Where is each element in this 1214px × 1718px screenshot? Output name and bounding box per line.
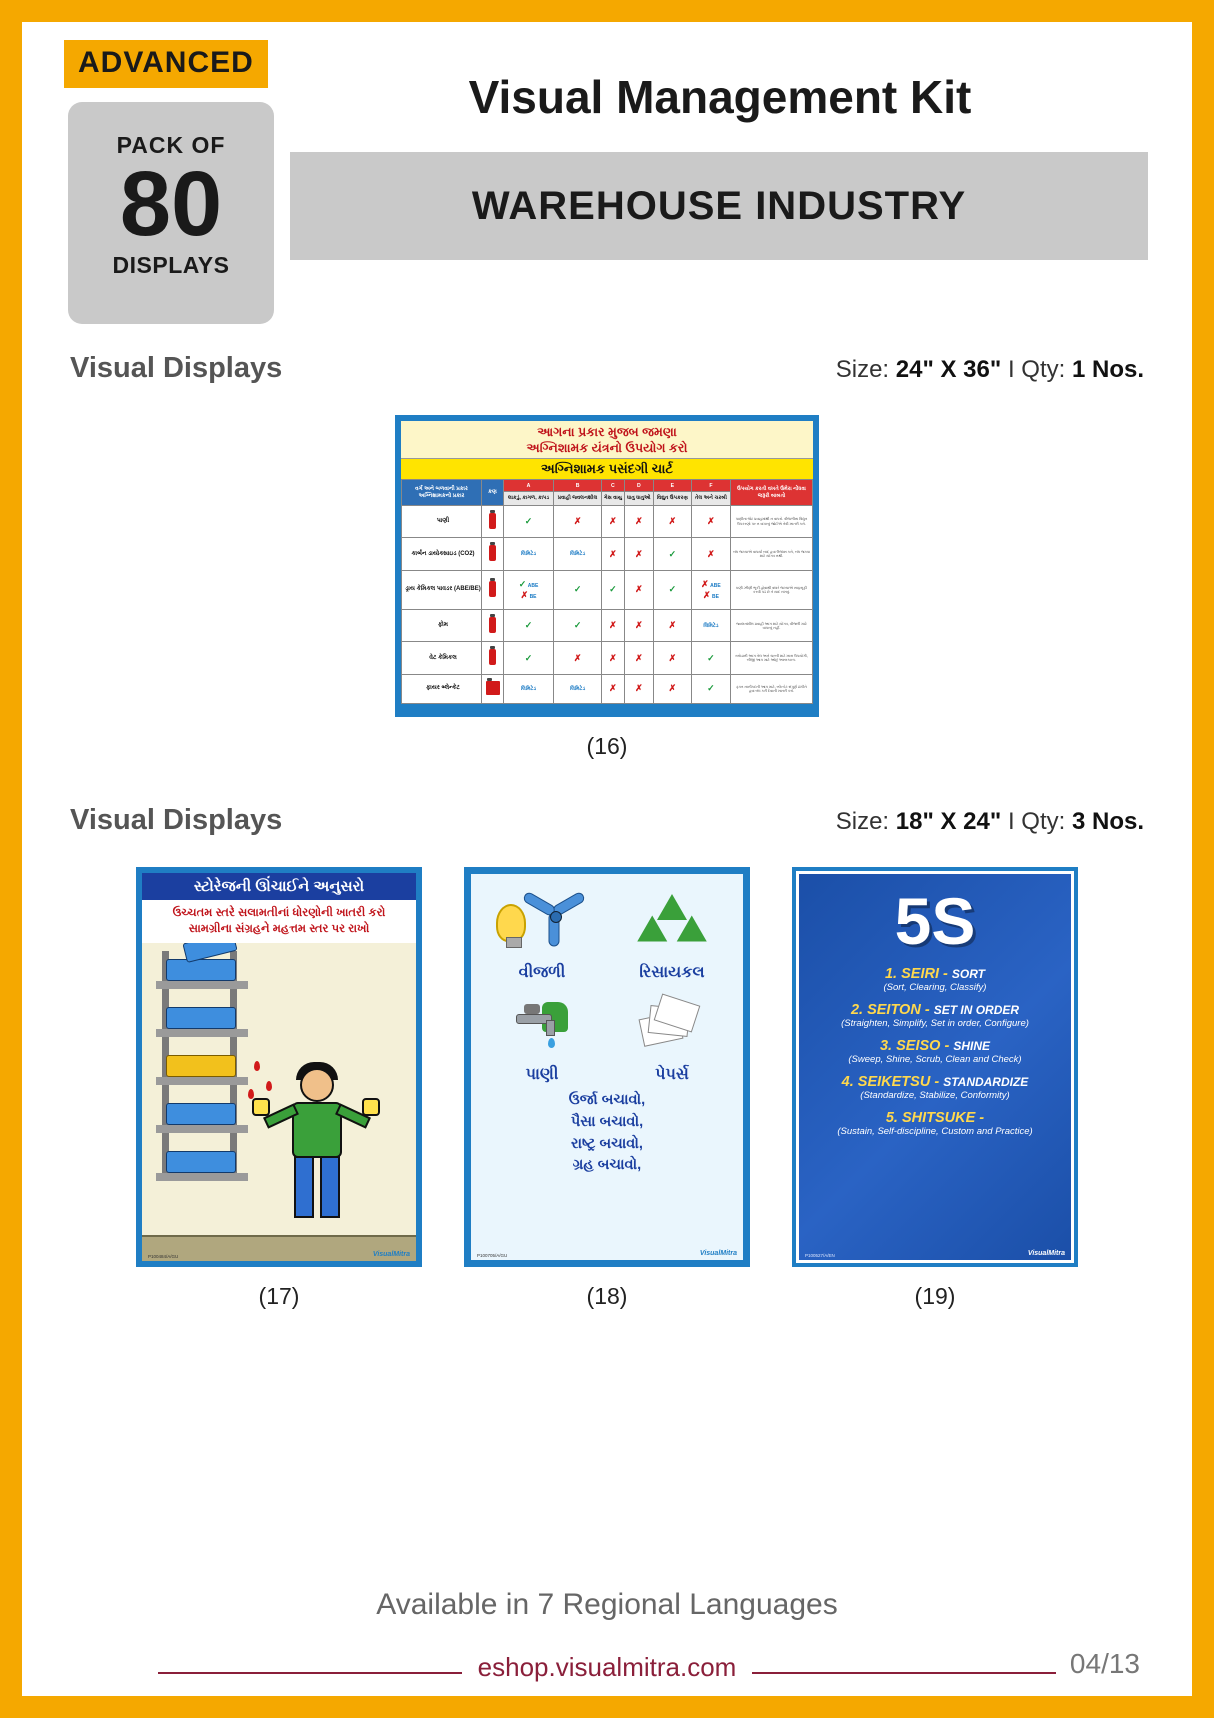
poster-17-subtext-line2: સામગ્રીના સંગ્રહને મહત્તમ સ્તર પર રાખો — [188, 922, 370, 935]
five-s-subtext: (Sweep, Shine, Scrub, Clean and Check) — [848, 1054, 1022, 1065]
five-s-number: 3. SEISO - — [879, 1038, 954, 1054]
cell-c: ✗ — [602, 610, 625, 642]
pack-of-label: PACK OF — [116, 132, 226, 158]
five-s-heading — [809, 1074, 1061, 1090]
label-recycle: રિસાયકલ — [639, 964, 705, 981]
page-number: 04/13 — [1069, 1648, 1140, 1679]
size-value: 18" X 24" — [895, 808, 1002, 835]
poster-17-code: P100484/A/GU — [148, 1254, 179, 1259]
class-desc-b: પ્રવાહી જ્વલનશીલ — [554, 492, 602, 506]
class-desc-e: વિદ્યુત ઉપકરણ — [653, 492, 691, 506]
poster-18-image — [464, 867, 750, 1267]
brand-logo: VisualMitra — [372, 1251, 410, 1258]
five-s-subtext: (Standardize, Stabilize, Conformity) — [860, 1090, 1010, 1101]
cell-a: ✓ ABE ✗ BE — [504, 570, 554, 609]
poster-16-title — [401, 421, 813, 458]
cell-a: લિમિટેડ — [504, 674, 554, 703]
five-s-item — [809, 1110, 1061, 1137]
extinguisher-icon — [482, 505, 504, 537]
slogan-line-4: ગ્રહ બચાવો, — [572, 1157, 642, 1174]
section-title: Visual Displays — [70, 352, 283, 384]
section-visual-displays-18x24 — [22, 804, 1192, 1310]
qty-label: Qty: — [1021, 808, 1066, 835]
poster-item-19 — [792, 867, 1078, 1310]
poster-caption: (16) — [586, 733, 628, 759]
row-label: વેટ કેમિકલ — [402, 642, 482, 674]
five-s-heading — [809, 1002, 1061, 1018]
cell-d: ✗ — [624, 538, 653, 570]
header-cell-class-a: A — [504, 480, 554, 492]
meta-separator: I — [1007, 808, 1015, 835]
header-cell-icon: કણ — [482, 480, 504, 506]
class-desc-c: ગેસ વાયુ — [602, 492, 625, 506]
header-cell-category: વર્ગ અને બળવાની પ્રકાર અગ્નિશામકનો પ્રકાર — [402, 480, 482, 506]
extinguisher-icon — [482, 538, 504, 570]
label-water: પાણી — [525, 1066, 559, 1083]
extinguisher-icon — [482, 642, 504, 674]
table-row — [402, 642, 813, 674]
row-note: રસોડાની આગ તેલ અને ચરબી માટે ખાસ ઉપયોગી, બીજી આગ માટે ઓછું અસરકારક. — [731, 642, 813, 674]
cell-e: ✓ — [653, 538, 691, 570]
languages-note: Available in 7 Regional Languages — [376, 1588, 838, 1621]
poster-17-image — [136, 867, 422, 1267]
row-label: ફોમ — [402, 610, 482, 642]
fire-blanket-icon — [482, 674, 504, 703]
poster-18-code: P100705/A/GU — [477, 1253, 508, 1258]
papers-icon — [609, 986, 735, 1064]
five-s-subtext: (Straighten, Simplify, Set in order, Configure) — [841, 1018, 1029, 1029]
size-label: Size: — [835, 808, 890, 835]
cell-d: ✗ — [624, 570, 653, 609]
five-s-word: SHINE — [953, 1039, 991, 1053]
five-s-heading — [809, 1110, 1061, 1126]
row-label: ફાયર બ્લેન્કેટ — [402, 674, 482, 703]
meta-separator: I — [1007, 356, 1015, 383]
header-cell-class-b: B — [554, 480, 602, 492]
table-header-row — [402, 480, 813, 492]
bulb-fan-icon — [479, 884, 605, 962]
size-value: 24" X 36" — [895, 356, 1002, 383]
cell-e: ✗ — [653, 610, 691, 642]
cell-d: ✗ — [624, 642, 653, 674]
cell-b: ✓ — [554, 570, 602, 609]
five-s-subtext: (Sort, Clearing, Classify) — [883, 982, 987, 993]
header-cell-class-f: F — [691, 480, 730, 492]
five-s-word: SORT — [951, 967, 985, 981]
size-label: Size: — [835, 356, 890, 383]
cell-a: ✓ — [504, 505, 554, 537]
poster-caption: (18) — [586, 1283, 628, 1309]
extinguisher-icon — [482, 570, 504, 609]
storage-rack-illustration — [156, 951, 248, 1181]
poster-item-17 — [136, 867, 422, 1310]
cell-e: ✓ — [653, 570, 691, 609]
poster-19-code: P100527/A/EN — [805, 1253, 835, 1258]
extinguisher-icon — [482, 610, 504, 642]
cell-f: ✗ — [691, 538, 730, 570]
header-cell-class-e: E — [653, 480, 691, 492]
cell-c: ✗ — [602, 538, 625, 570]
class-desc-a: લાકડું, કાગળ, કાપડ — [504, 492, 554, 506]
cell-d: ✗ — [624, 610, 653, 642]
slogan-line-2: પૈસા બચાવો, — [570, 1113, 644, 1130]
five-s-number: 1. SEIRI - — [884, 966, 952, 982]
table-row — [402, 674, 813, 703]
page-footer — [22, 1588, 1192, 1696]
five-s-subtext: (Sustain, Self-discipline, Custom and Practice) — [837, 1126, 1033, 1137]
label-paper: પેપર્સ — [655, 1066, 689, 1083]
slogan-line-1: ઉર્જા બચાવો, — [568, 1092, 646, 1108]
section-visual-displays-24x36 — [22, 352, 1192, 760]
table-row — [402, 538, 813, 570]
class-desc-f: તેલ અને ચરબી — [691, 492, 730, 506]
table-row — [402, 570, 813, 609]
cell-e: ✗ — [653, 674, 691, 703]
industry-bar — [290, 152, 1148, 260]
poster-16-subtitle: અગ્નિશામક પસંદગી ચાર્ટ — [401, 458, 813, 479]
five-s-word: SET IN ORDER — [933, 1003, 1020, 1017]
five-s-number: 2. SEITON - — [850, 1002, 934, 1018]
cell-e: ✗ — [653, 505, 691, 537]
row-note: ઘણી ઝીણી ભૂકી હોવાથી વધારે જગ્યાએ સાફસૂફી કરવી પડે છે તે યાદ રાખવું. — [731, 570, 813, 609]
poster-row — [22, 415, 1192, 760]
poster-17-illustration — [142, 943, 416, 1261]
poster-16-title-line2: અગ્નિશામક યંત્રનો ઉપયોગ કરો — [526, 440, 688, 455]
cell-electricity — [479, 884, 605, 982]
row-note: જ્વલનશીલ પ્રવાહી આગ માટે યોગ્ય, વીજળી માટે વાપરવું નહીં. — [731, 610, 813, 642]
poster-16-image — [395, 415, 819, 717]
row-note: બંધ જગ્યાએ વાપર્યા બાદ હવા ઉજાસ કરો, બંધ જગ્યા માટે યોગ્ય નથી. — [731, 538, 813, 570]
brand-logo: VisualMitra — [699, 1250, 737, 1257]
cell-c: ✗ — [602, 642, 625, 674]
cell-a: ✓ — [504, 642, 554, 674]
page-title: Visual Management Kit — [468, 71, 972, 123]
five-s-number: 5. SHITSUKE - — [885, 1110, 985, 1126]
five-s-word: STANDARDIZE — [943, 1075, 1029, 1089]
cell-paper — [609, 986, 735, 1084]
header-cell-remarks: ઉપયોગ કરતી વખતે ઉમેરા નોંધવા જરૂરી બાબતો — [731, 480, 813, 506]
section-header — [22, 352, 1192, 385]
label-electricity: વીજળી — [518, 964, 566, 981]
cell-b: ✓ — [554, 610, 602, 642]
five-s-item — [809, 1002, 1061, 1029]
five-s-heading — [809, 966, 1061, 982]
worker-illustration — [262, 1060, 372, 1235]
five-s-item — [809, 966, 1061, 993]
cell-b: લિમિટેડ — [554, 674, 602, 703]
cell-f: ✗ — [691, 505, 730, 537]
slogan-line-3: રાષ્ટ્ર બચાવો, — [571, 1135, 643, 1152]
cell-b: ✗ — [554, 642, 602, 674]
cell-f: ✗ ABE ✗ BE — [691, 570, 730, 609]
advanced-badge: ADVANCED — [64, 40, 268, 88]
table-row — [402, 505, 813, 537]
poster-16-title-line1: આગના પ્રકાર મુજબ જમણા — [537, 425, 677, 439]
tap-hand-icon — [479, 986, 605, 1064]
poster-19-title: 5S — [894, 884, 976, 958]
cell-c: ✗ — [602, 505, 625, 537]
poster-17-subtext — [142, 900, 416, 943]
header-cell-class-d: D — [624, 480, 653, 492]
five-s-item — [809, 1038, 1061, 1065]
row-label: કાર્બન ડાયોક્સાઇડ (CO2) — [402, 538, 482, 570]
conservation-icon-grid — [479, 884, 735, 1084]
poster-17-heading: સ્ટોરેજની ઊંચાઈને અનુસરો — [142, 873, 416, 900]
cell-d: ✗ — [624, 505, 653, 537]
section-header — [22, 804, 1192, 837]
cell-c: ✗ — [602, 674, 625, 703]
class-desc-d: ધાતુ ધાતુઓ — [624, 492, 653, 506]
page — [22, 22, 1192, 1696]
poster-row — [22, 867, 1192, 1310]
footer-url-row — [22, 1650, 1192, 1696]
qty-value: 1 Nos. — [1071, 356, 1144, 383]
five-s-number: 4. SEIKETSU - — [841, 1074, 944, 1090]
cell-b: ✗ — [554, 505, 602, 537]
cell-e: ✗ — [653, 642, 691, 674]
displays-label: DISPLAYS — [112, 252, 230, 279]
qty-value: 3 Nos. — [1071, 808, 1144, 835]
website-url[interactable]: eshop.visualmitra.com — [22, 1652, 1192, 1683]
cell-a: ✓ — [504, 610, 554, 642]
section-title: Visual Displays — [70, 804, 283, 836]
table-row — [402, 610, 813, 642]
cell-c: ✓ — [602, 570, 625, 609]
pack-count-value: 80 — [119, 153, 223, 255]
cell-f: ✓ — [691, 674, 730, 703]
cell-recycle — [609, 884, 735, 982]
header-cell-class-c: C — [602, 480, 625, 492]
poster-item-16 — [395, 415, 819, 760]
row-label: પાણી — [402, 505, 482, 537]
poster-16-footer-bar — [401, 704, 813, 711]
row-note: ફક્ત નાનીકદની આગ માટે, બ્લેન્કેટ સંપૂર્ણ ઢાંકીને હવા બંધ કરી દેવાની ખાતરી કરો. — [731, 674, 813, 703]
five-s-heading — [809, 1038, 1061, 1054]
cell-water — [479, 986, 605, 1084]
row-label: ડ્રાય કેમિકલ પાવડર (ABE/BE) — [402, 570, 482, 609]
poster-caption: (17) — [258, 1283, 300, 1309]
poster-caption: (19) — [914, 1283, 956, 1309]
recycle-icon — [609, 884, 735, 962]
poster-17-subtext-line1: ઉચ્ચતમ સ્તરે સલામતીનાં ધોરણોની ખાતરી કરો — [172, 907, 386, 919]
five-s-item — [809, 1074, 1061, 1101]
poster-19-image — [792, 867, 1078, 1267]
qty-label: Qty: — [1021, 356, 1066, 383]
industry-name: WAREHOUSE INDUSTRY — [471, 183, 967, 228]
cell-d: ✗ — [624, 674, 653, 703]
pack-count-box — [68, 102, 274, 324]
row-note: પાણીના જેટ પ્રવાહમાંથી ન વાપરો. વીજળીના વિદ્યુત ઉપકરણો પર ન વાપરવું જોઈએ તેવી ખાતરી કરો. — [731, 505, 813, 537]
section-meta — [836, 808, 1144, 836]
cell-f: ✓ — [691, 642, 730, 674]
cell-f: લિમિટેડ — [691, 610, 730, 642]
poster-item-18 — [464, 867, 750, 1310]
poster-18-slogan — [479, 1090, 735, 1177]
cell-a: લિમિટેડ — [504, 538, 554, 570]
fire-extinguisher-table — [401, 479, 813, 704]
section-meta — [836, 356, 1144, 384]
cell-b: લિમિટેડ — [554, 538, 602, 570]
page-header — [22, 22, 1192, 352]
brand-logo: VisualMitra — [1027, 1250, 1065, 1257]
